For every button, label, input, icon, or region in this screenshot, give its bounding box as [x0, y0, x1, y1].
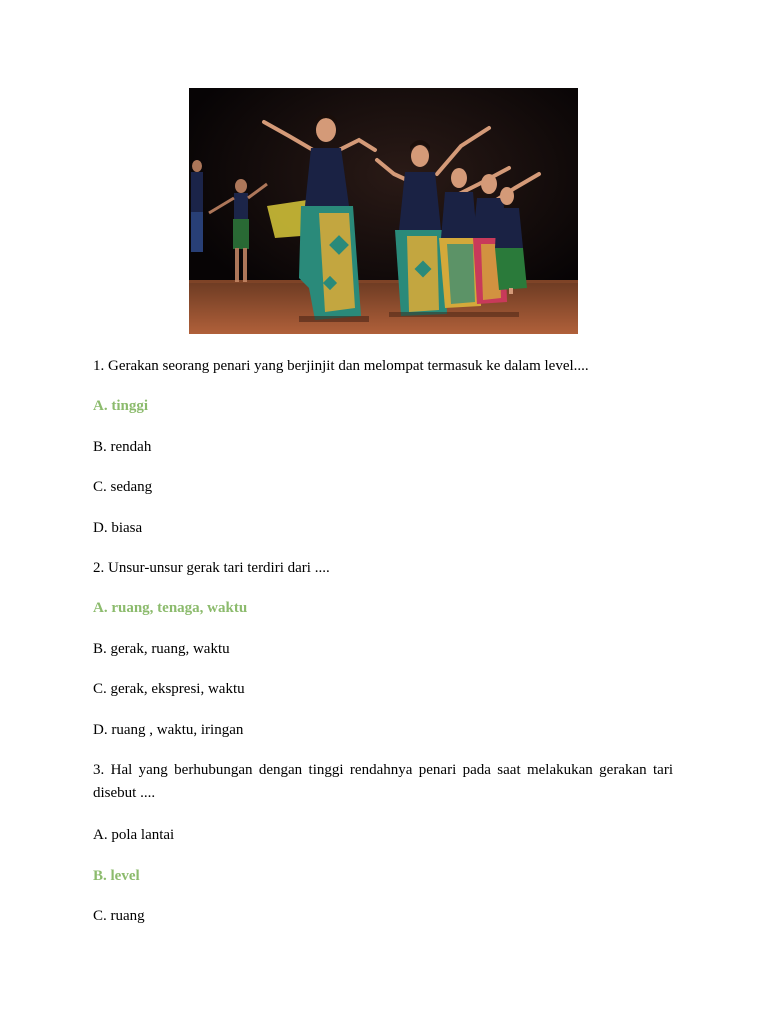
question-2-option-c: C. gerak, ekspresi, waktu [93, 681, 245, 698]
question-1: 1. Gerakan seorang penari yang berjinjit dan melompat termasuk ke dalam level.... [93, 358, 589, 374]
question-1-option-d: D. biasa [93, 519, 143, 536]
question-3-option-b-correct: B. level [93, 867, 140, 884]
question-3-option-a: A. pola lantai [93, 827, 175, 844]
question-2-option-d: D. ruang , waktu, iringan [93, 721, 244, 738]
question-2: 2. Unsur-unsur gerak tari terdiri dari .... [93, 559, 330, 576]
question-1-option-c: C. sedang [93, 479, 153, 496]
quiz-content [93, 355, 673, 945]
question-2-option-a-correct: A. ruang, tenaga, waktu [93, 600, 248, 617]
question-1-option-b: B. rendah [93, 438, 152, 455]
dancers-photo [189, 88, 578, 334]
question-1-option-a-correct: A. tinggi [93, 398, 149, 415]
question-2-option-b: B. gerak, ruang, waktu [93, 640, 230, 657]
question-3: 3. Hal yang berhubungan dengan tinggi rendahnya penari pada saat melakukan gerakan tari disebut .... [93, 761, 673, 802]
question-3-option-c: C. ruang [93, 908, 145, 925]
